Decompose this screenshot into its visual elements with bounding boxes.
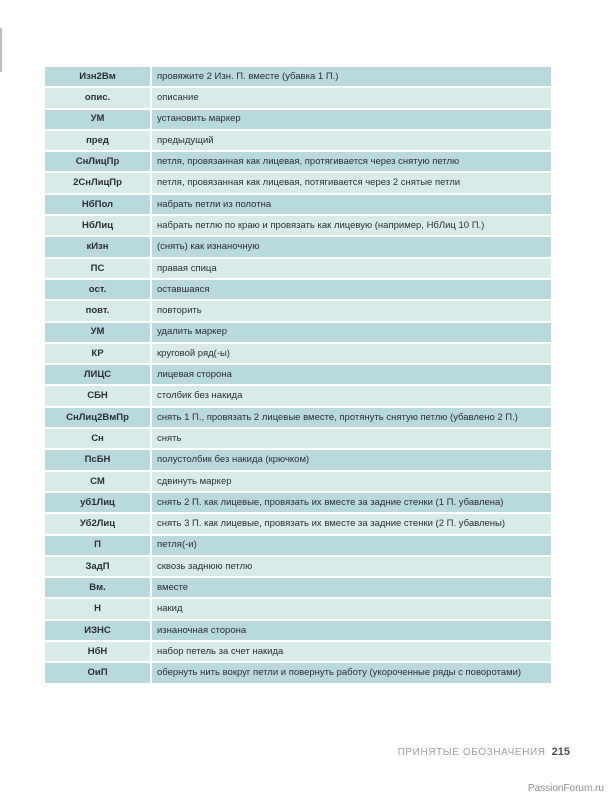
meaning-cell: петля, провязанная как лицевая, потягивается через 2 снятые петли	[152, 173, 551, 192]
table-row	[45, 450, 551, 469]
abbreviation-cell: повт.	[45, 301, 150, 320]
abbreviation-cell: УМ	[45, 323, 150, 342]
meaning-cell: лицевая сторона	[152, 365, 551, 384]
meaning-cell: полустолбик без накида (крючком)	[152, 450, 551, 469]
abbreviation-cell: кИзн	[45, 237, 150, 256]
meaning-cell: петля(-и)	[152, 536, 551, 555]
abbreviation-cell: уб1Лиц	[45, 493, 150, 512]
page-footer	[398, 746, 570, 758]
table-row	[45, 621, 551, 640]
table-row	[45, 88, 551, 107]
meaning-cell: (снять) как изнаночную	[152, 237, 551, 256]
meaning-cell: оставшаяся	[152, 280, 551, 299]
table-row	[45, 216, 551, 235]
abbreviation-cell: ЗадП	[45, 557, 150, 576]
abbreviation-cell: ОиП	[45, 663, 150, 682]
table-row	[45, 195, 551, 214]
meaning-cell: снять	[152, 429, 551, 448]
abbreviation-cell: НбПол	[45, 195, 150, 214]
abbreviation-cell: Н	[45, 599, 150, 618]
abbreviation-cell: ост.	[45, 280, 150, 299]
meaning-cell: круговой ряд(-ы)	[152, 344, 551, 363]
abbreviation-cell: УМ	[45, 110, 150, 129]
table-row	[45, 493, 551, 512]
abbreviations-table	[45, 67, 551, 683]
table-row	[45, 67, 551, 86]
meaning-cell: набрать петли из полотна	[152, 195, 551, 214]
meaning-cell: накид	[152, 599, 551, 618]
table-row	[45, 663, 551, 682]
table-row	[45, 557, 551, 576]
meaning-cell: удалить маркер	[152, 323, 551, 342]
meaning-cell: сдвинуть маркер	[152, 472, 551, 491]
table-row	[45, 514, 551, 533]
abbreviation-cell: Вм.	[45, 578, 150, 597]
table-row	[45, 386, 551, 405]
table-row	[45, 472, 551, 491]
abbreviation-cell: ЛИЦС	[45, 365, 150, 384]
abbreviation-cell: Сн	[45, 429, 150, 448]
abbreviation-cell: СнЛицПр	[45, 152, 150, 171]
table-row	[45, 131, 551, 150]
abbreviation-cell: 2СнЛицПр	[45, 173, 150, 192]
meaning-cell: снять 3 П. как лицевые, провязать их вместе за задние стенки (2 П. убавлены)	[152, 514, 551, 533]
meaning-cell: правая спица	[152, 259, 551, 278]
meaning-cell: обернуть нить вокруг петли и повернуть работу (укороченные ряды с поворотами)	[152, 663, 551, 682]
meaning-cell: снять 1 П., провязать 2 лицевые вместе, протянуть снятую петлю (убавлено 2 П.)	[152, 408, 551, 427]
meaning-cell: описание	[152, 88, 551, 107]
abbreviation-cell: опис.	[45, 88, 150, 107]
table-row	[45, 323, 551, 342]
abbreviation-cell: НбЛиц	[45, 216, 150, 235]
table-row	[45, 152, 551, 171]
abbreviation-cell: ПС	[45, 259, 150, 278]
abbreviation-cell: Уб2Лиц	[45, 514, 150, 533]
table-row	[45, 642, 551, 661]
abbreviation-cell: КР	[45, 344, 150, 363]
abbreviation-cell: СнЛиц2ВмПр	[45, 408, 150, 427]
table-row	[45, 578, 551, 597]
table-row	[45, 110, 551, 129]
abbreviation-cell: пред	[45, 131, 150, 150]
abbreviation-cell: НбН	[45, 642, 150, 661]
meaning-cell: вместе	[152, 578, 551, 597]
meaning-cell: сквозь заднюю петлю	[152, 557, 551, 576]
table-row	[45, 429, 551, 448]
table-row	[45, 301, 551, 320]
abbreviation-cell: СБН	[45, 386, 150, 405]
meaning-cell: изнаночная сторона	[152, 621, 551, 640]
meaning-cell: набор петель за счет накида	[152, 642, 551, 661]
meaning-cell: установить маркер	[152, 110, 551, 129]
meaning-cell: провяжите 2 Изн. П. вместе (убавка 1 П.)	[152, 67, 551, 86]
meaning-cell: снять 2 П. как лицевые, провязать их вместе за задние стенки (1 П. убавлена)	[152, 493, 551, 512]
meaning-cell: повторить	[152, 301, 551, 320]
meaning-cell: набрать петлю по краю и провязать как лицевую (например, НбЛиц 10 П.)	[152, 216, 551, 235]
table-row	[45, 536, 551, 555]
meaning-cell: столбик без накида	[152, 386, 551, 405]
table-row	[45, 344, 551, 363]
table-row	[45, 173, 551, 192]
abbreviation-cell: ПсБН	[45, 450, 150, 469]
meaning-cell: предыдущий	[152, 131, 551, 150]
page-number: 215	[551, 746, 570, 758]
table-row	[45, 237, 551, 256]
abbreviation-cell: ИЗНС	[45, 621, 150, 640]
section-title: ПРИНЯТЫЕ ОБОЗНАЧЕНИЯ	[397, 747, 546, 758]
table-row	[45, 280, 551, 299]
abbreviation-cell: СМ	[45, 472, 150, 491]
table-row	[45, 365, 551, 384]
table-row	[45, 408, 551, 427]
table-row	[45, 259, 551, 278]
watermark: PassionForum.ru	[527, 783, 604, 794]
meaning-cell: петля, провязанная как лицевая, протягивается через снятую петлю	[152, 152, 551, 171]
abbreviation-cell: П	[45, 536, 150, 555]
page-edge-mark	[0, 28, 2, 72]
abbreviation-cell: Изн2Вм	[45, 67, 150, 86]
table-row	[45, 599, 551, 618]
